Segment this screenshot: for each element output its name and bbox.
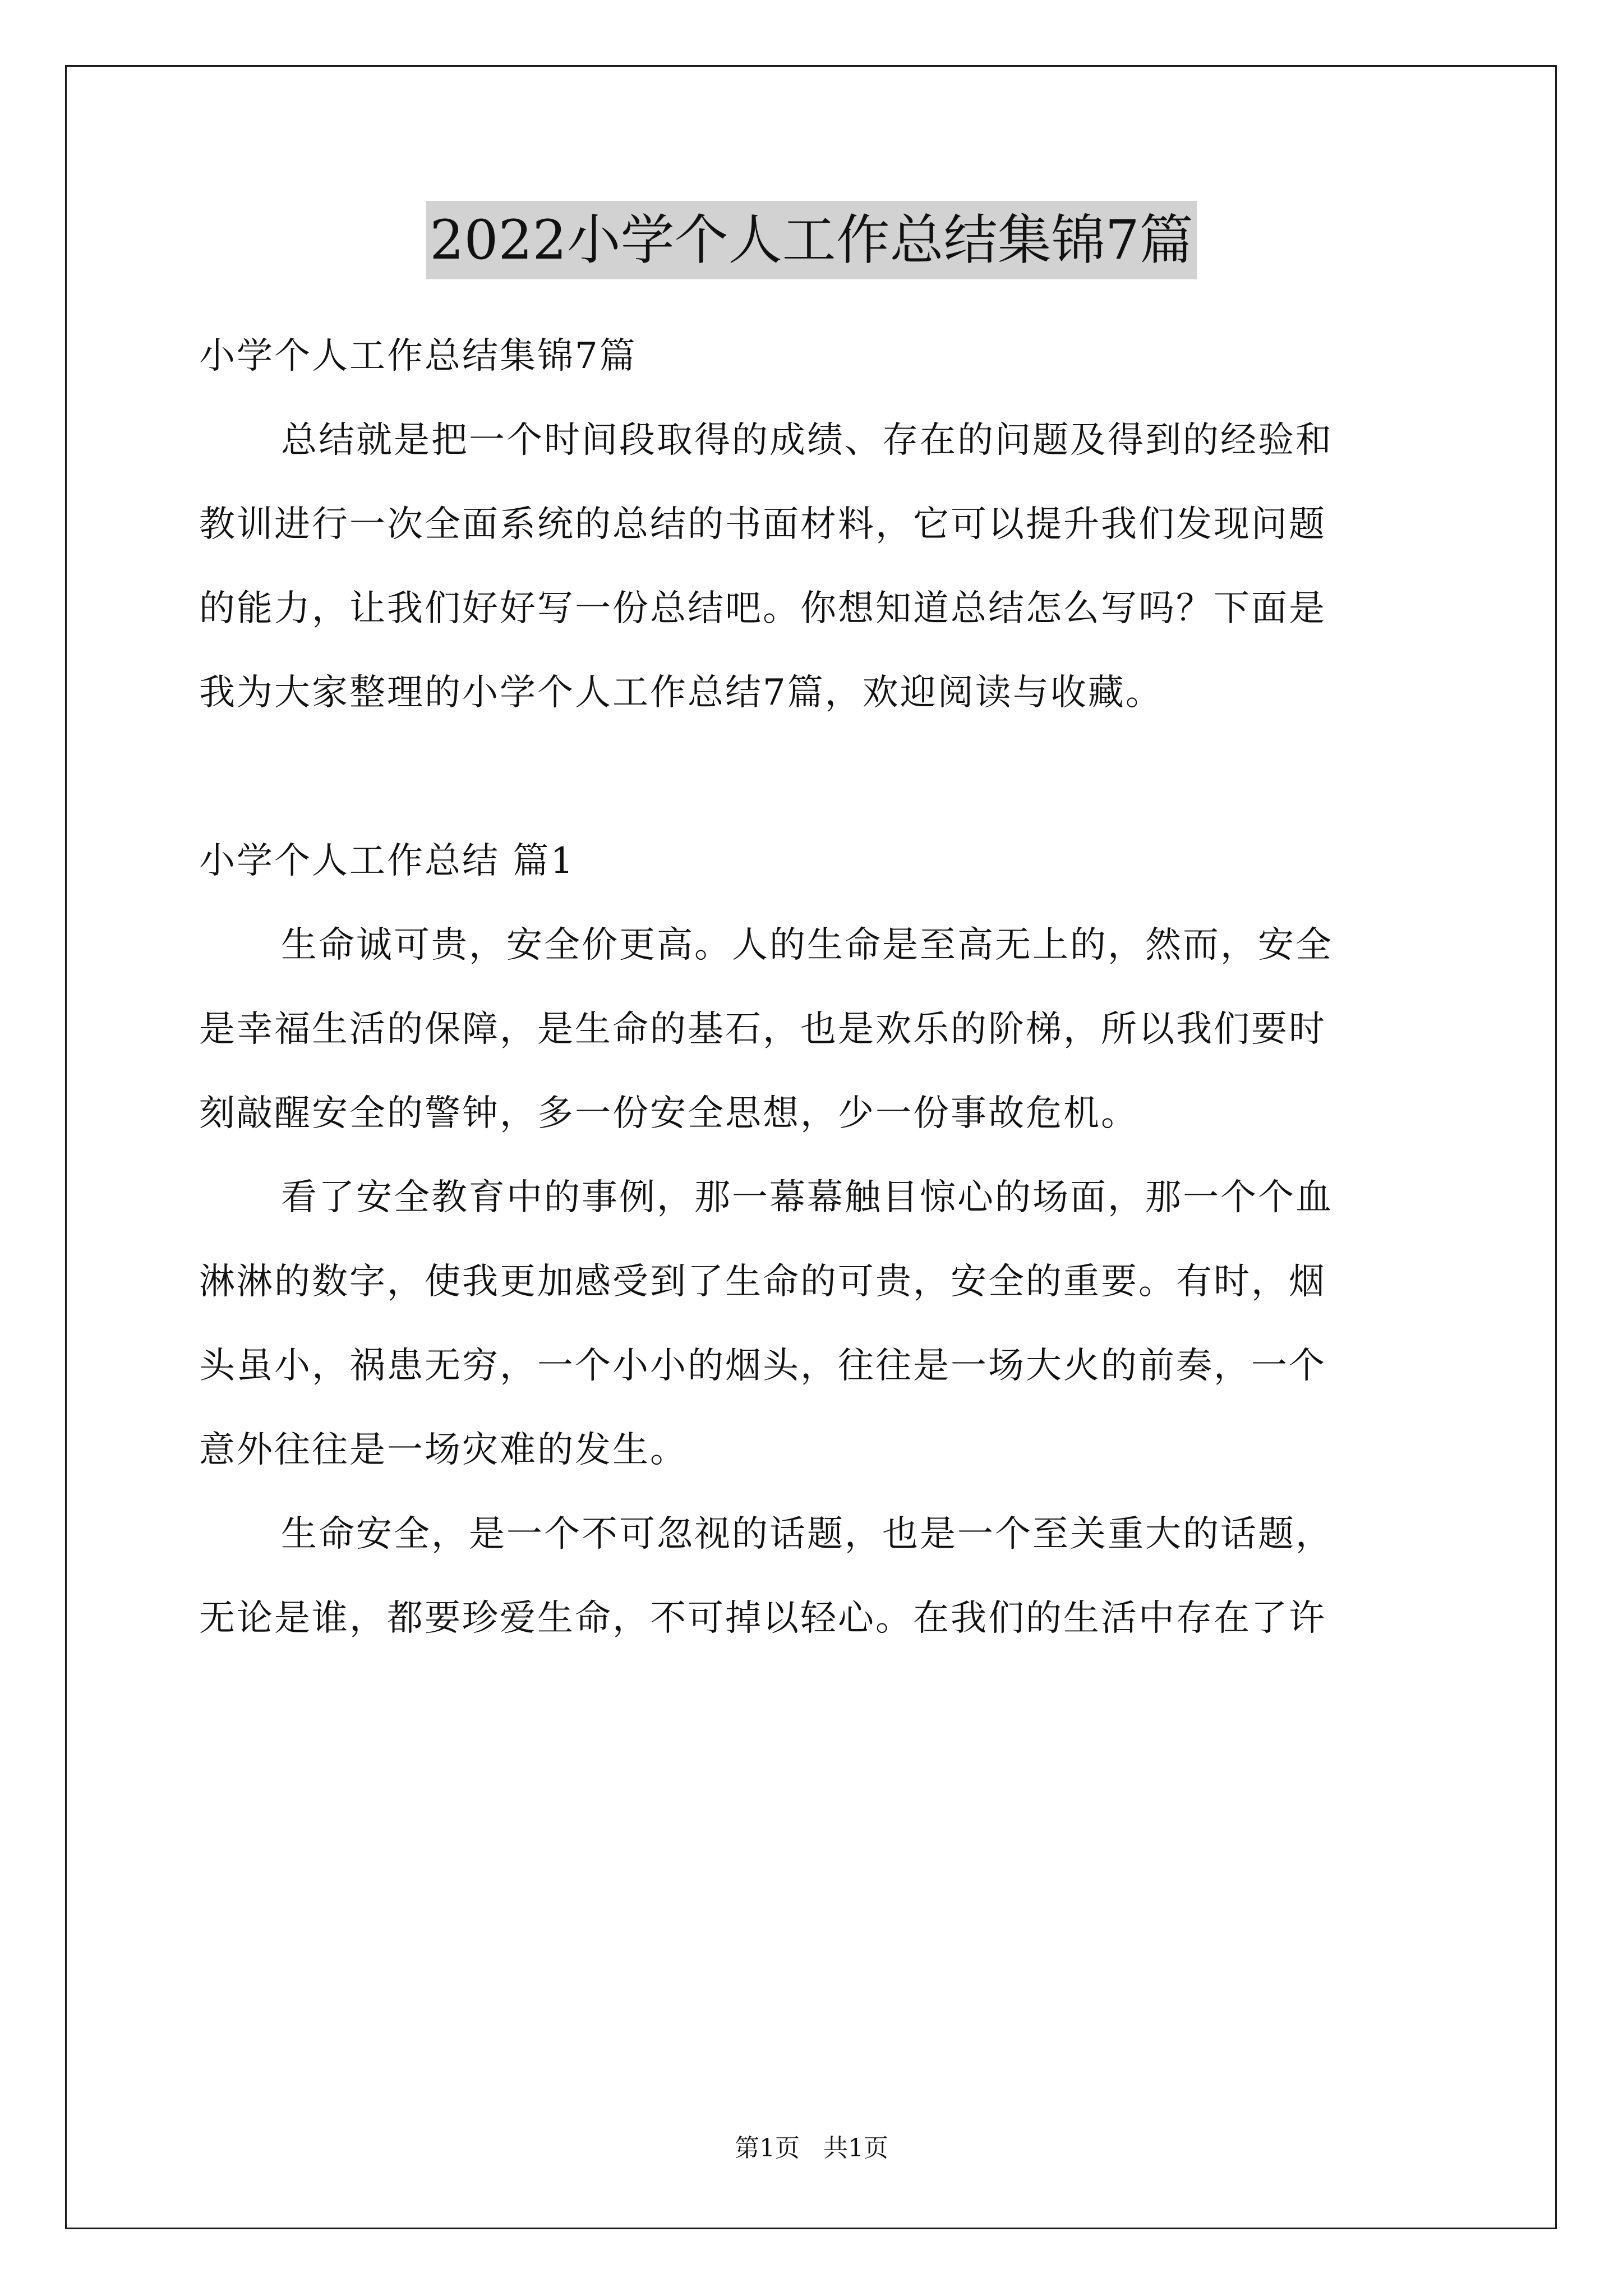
- document-body: [199, 314, 1433, 1660]
- para2-line-4: 意外往往是一场灾难的发生。: [199, 1429, 688, 1471]
- page-footer: 第1页 共1页: [735, 2134, 888, 2162]
- title-area: [0, 201, 1623, 279]
- intro-line-4: 我为大家整理的小学个人工作总结7篇，欢迎阅读与收藏。: [199, 672, 1163, 714]
- para3-line-2: 无论是谁，都要珍爱生命，不可掉以轻心。在我们的生活中存在了许: [199, 1598, 1326, 1639]
- section1-paragraph-3: [199, 1492, 1433, 1660]
- intro-line-3: 的能力，让我们好好写一份总结吧。你想知道总结怎么写吗？下面是: [199, 588, 1326, 629]
- intro-paragraph: [199, 398, 1433, 735]
- document-title: 2022小学个人工作总结集锦7篇: [426, 201, 1196, 279]
- para1-line-1: 生命诚可贵，安全价更高。人的生命是至高无上的，然而，安全: [281, 924, 1333, 966]
- para2-line-3: 头虽小，祸患无穷，一个小小的烟头，往往是一场大火的前奏，一个: [199, 1345, 1326, 1387]
- para2-line-2: 淋淋的数字，使我更加感受到了生命的可贵，安全的重要。有时，烟: [199, 1261, 1326, 1303]
- para1-line-3: 刻敲醒安全的警钟，多一份安全思想，少一份事故危机。: [199, 1093, 1138, 1134]
- para1-line-2: 是幸福生活的保障，是生命的基石，也是欢乐的阶梯，所以我们要时: [199, 1009, 1326, 1050]
- section1-paragraph-2: [199, 1156, 1433, 1492]
- para2-line-1: 看了安全教育中的事例，那一幕幕触目惊心的场面，那一个个血: [281, 1177, 1333, 1218]
- section-spacer: [199, 735, 1433, 819]
- document-subtitle: 小学个人工作总结集锦7篇: [199, 335, 637, 377]
- para3-line-1: 生命安全，是一个不可忽视的话题，也是一个至关重大的话题，: [281, 1513, 1333, 1555]
- section-heading: 小学个人工作总结 篇1: [199, 840, 575, 882]
- section1-paragraph-1: [199, 903, 1433, 1156]
- intro-line-1: 总结就是把一个时间段取得的成绩、存在的问题及得到的经验和: [281, 420, 1333, 461]
- intro-line-2: 教训进行一次全面系统的总结的书面材料，它可以提升我们发现问题: [199, 504, 1326, 545]
